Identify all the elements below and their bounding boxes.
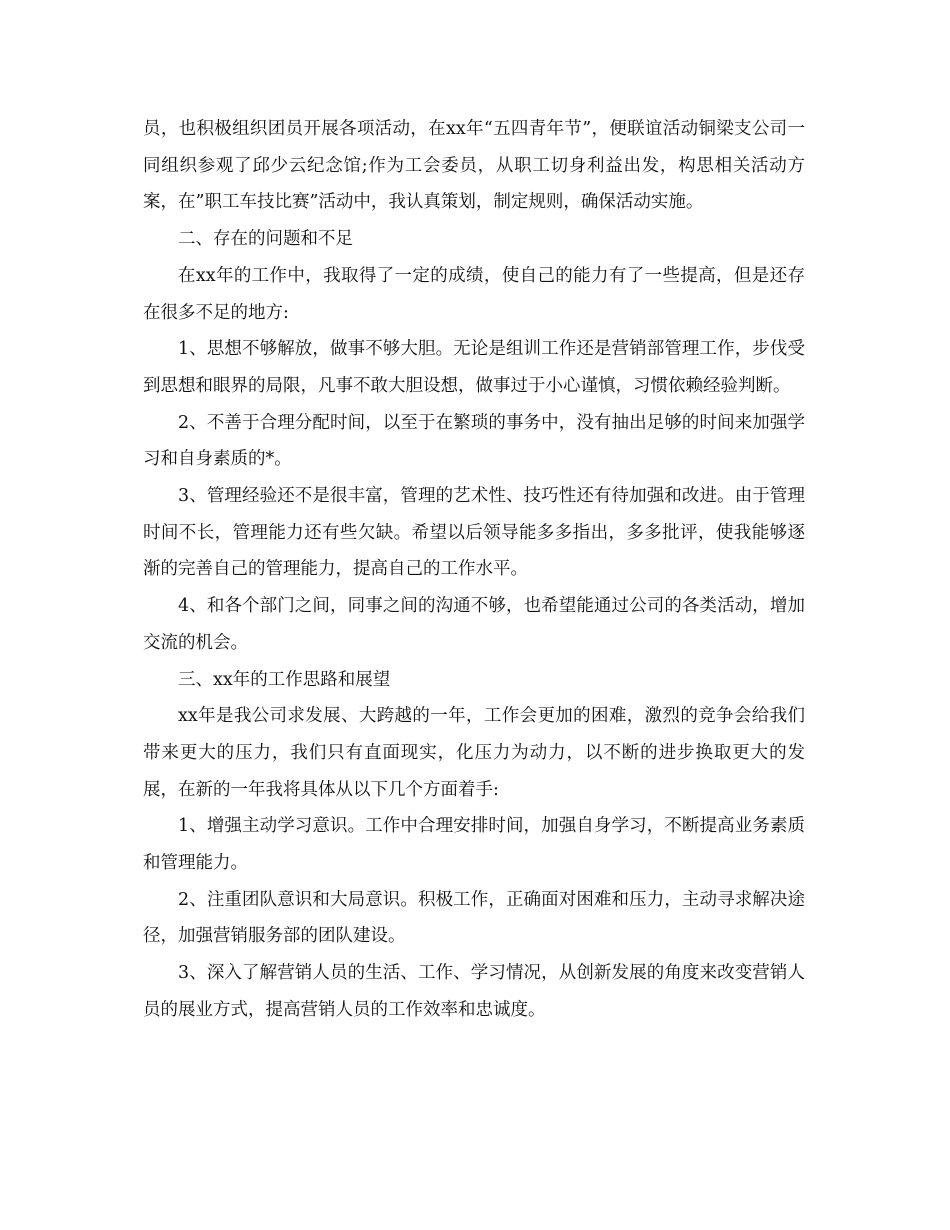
paragraph-problem-4: 4、和各个部门之间，同事之间的沟通不够，也希望能通过公司的各类活动，增加交流的机会。 [143,596,805,653]
paragraph-problem-2: 2、不善于合理分配时间，以至于在繁琐的事务中，没有抽出足够的时间来加强学习和自身素质的*。 [143,412,805,470]
paragraph-problem-1: 1、思想不够解放，做事不够大胆。无论是组训工作还是营销部管理工作，步伐受到思想和眼界的局限，凡事不敢大胆设想，做事过于小心谨慎，习惯依赖经验判断。 [143,339,805,396]
paragraph-continuation: 员，也积极组织团员开展各项活动，在xx年“五四青年节”，便联谊活动铜梁支公司一同组织参观了邱少云纪念馆;作为工会委员，从职工切身利益出发，构思相关活动方案，在”职工车技比赛”活动中，我认真策划，制定规则，确保活动实施。 [143,119,805,213]
document-page [143,111,805,1029]
paragraph-plan-2: 2、注重团队意识和大局意识。积极工作，正确面对困难和压力，主动寻求解决途径，加强营销服务部的团队建设。 [143,889,805,947]
paragraph-problems-intro: 在xx年的工作中，我取得了一定的成绩，使自己的能力有了一些提高，但是还存在很多不足的地方: [143,265,805,323]
paragraph-outlook-intro: xx年是我公司求发展、大跨越的一年，工作会更加的困难，激烈的竞争会给我们带来更大的压力，我们只有直面现实，化压力为动力，以不断的进步换取更大的发展，在新的一年我将具体从以下几个方面着手: [143,706,805,800]
paragraph-problem-3: 3、管理经验还不是很丰富，管理的艺术性、技巧性还有待加强和改进。由于管理时间不长，管理能力还有些欠缺。希望以后领导能多多指出，多多批评，使我能够逐渐的完善自己的管理能力，提高自己的工作水平。 [143,486,805,580]
paragraph-plan-3: 3、深入了解营销人员的生活、工作、学习情况，从创新发展的角度来改变营销人员的展业方式，提高营销人员的工作效率和忠诚度。 [143,963,805,1020]
paragraph-plan-1: 1、增强主动学习意识。工作中合理安排时间，加强自身学习，不断提高业务素质和管理能力。 [143,816,805,874]
section-heading-outlook: 三、xx年的工作思路和展望 [178,669,391,690]
section-heading-problems: 二、存在的问题和不足 [178,229,353,250]
